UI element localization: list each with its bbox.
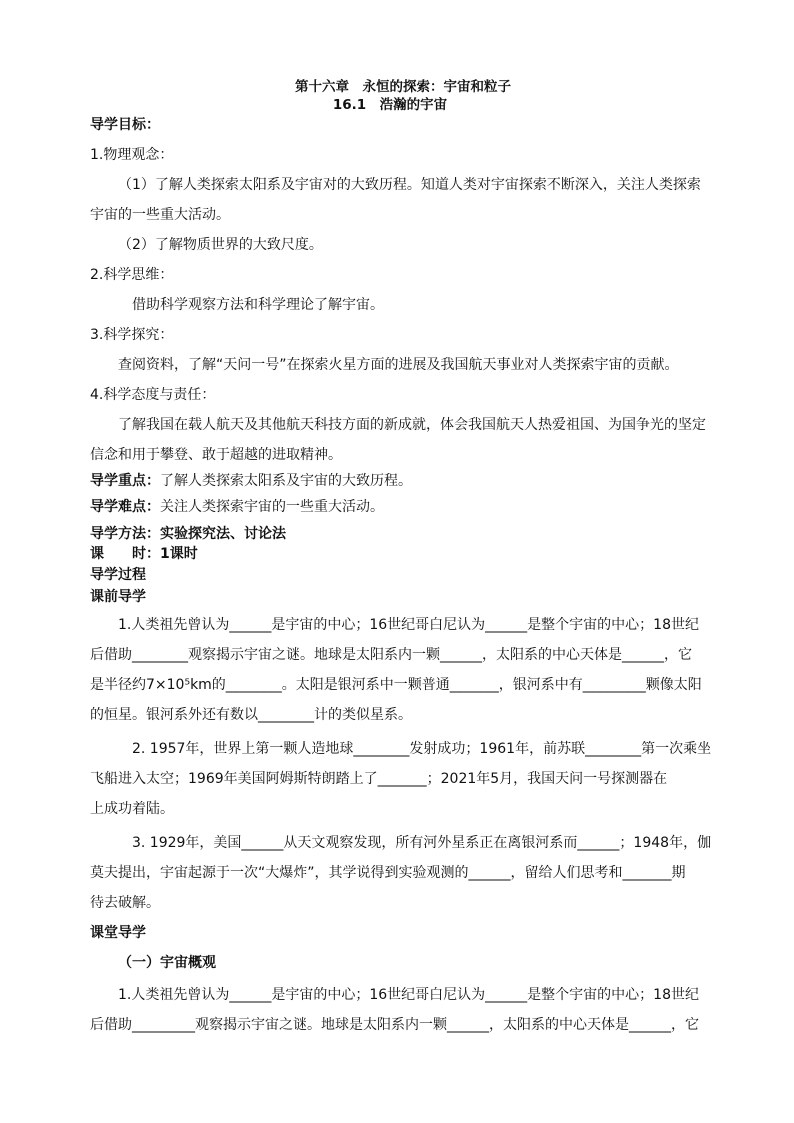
pre-question-1-line-2: 后借助________观察揭示宇宙之谜。地球是太阳系内一颗______，太阳系的中心天体是______，它 <box>90 647 692 663</box>
pre-question-3-line-1: 3. 1929年，美国______从天文观察发现，所有河外星系正在离银河系而______；1948年，伽 <box>132 835 712 851</box>
class-question-1-line-2: 后借助_________观察揭示宇宙之谜。地球是太阳系内一颗______，太阳系的中心天体是______，它 <box>90 1017 699 1033</box>
pre-question-3-line-2: 莫夫提出，宇宙起源于一次“大爆炸”，其学说得到实验观测的______，留给人们思考和_______期 <box>90 865 686 881</box>
key-point <box>90 470 704 492</box>
method-line: 导学方法：实验探究法、讨论法 <box>90 526 286 542</box>
difficult-point <box>90 496 704 518</box>
pre-question-1-line-4: 的恒星。银河系外还有数以________计的类似星系。 <box>90 707 412 723</box>
objective-3-text: 查阅资料，了解“天问一号”在探索火星方面的进展及我国航天事业对人类探索宇宙的贡献。 <box>118 357 679 373</box>
objective-4-line-1: 了解我国在载人航天及其他航天科技方面的新成就，体会我国航天人热爱祖国、为国争光的坚定 <box>118 417 706 433</box>
pre-question-1-line-1: 1.人类祖先曾认为______是宇宙的中心；16世纪哥白尼认为______是整个宇宙的中心；18世纪 <box>118 617 699 633</box>
in-class-heading: 课堂导学 <box>90 925 146 941</box>
hours-line: 课 时：1课时 <box>90 546 198 562</box>
pre-question-3-line-3: 待去破解。 <box>90 895 160 911</box>
pre-question-2-line-3: 上成功着陆。 <box>90 801 174 817</box>
class-question-1-line-1: 1.人类祖先曾认为______是宇宙的中心；16世纪哥白尼认为______是整个宇宙的中心；18世纪 <box>118 987 699 1003</box>
chapter-title: 第十六章 永恒的探索：宇宙和粒子 <box>295 79 511 95</box>
key-point-label: 导学重点： <box>90 473 160 489</box>
objective-1-item-1-line-1: （1）了解人类探索太阳系及宇宙对的大致历程。知道人类对宇宙探索不断深入，关注人类探索 <box>118 177 701 193</box>
objective-4-line-2: 信念和用于攀登、敢于超越的进取精神。 <box>90 447 342 463</box>
pre-question-2-line-2: 飞船进入太空；1969年美国阿姆斯特朗踏上了_______；2021年5月，我国天问一号探测器在 <box>90 771 668 787</box>
objective-2-text: 借助科学观察方法和科学理论了解宇宙。 <box>132 297 384 313</box>
objective-4-heading: 4.科学态度与责任： <box>90 387 216 403</box>
process-heading: 导学过程 <box>90 567 146 583</box>
in-class-subheading-1: （一）宇宙概观 <box>118 955 216 971</box>
pre-question-1-line-3: 是半径约7×10⁵km的________。太阳是银河系中一颗普通_______，银河系中有_________颗像太阳 <box>90 677 702 693</box>
pre-question-2-line-1: 2. 1957年，世界上第一颗人造地球________发射成功；1961年，前苏联________第一次乘坐 <box>132 741 712 757</box>
objectives-heading: 导学目标： <box>90 117 160 133</box>
objective-3-heading: 3.科学探究： <box>90 327 174 343</box>
section-title: 16.1 浩瀚的宇宙 <box>332 97 448 113</box>
difficult-point-label: 导学难点： <box>90 499 160 515</box>
objective-1-item-2: （2）了解物质世界的大致尺度。 <box>118 237 323 253</box>
key-point-text: 了解人类探索太阳系及宇宙的大致历程。 <box>160 473 412 489</box>
objective-2-heading: 2.科学思维： <box>90 267 174 283</box>
objective-1-heading: 1.物理观念： <box>90 147 174 163</box>
difficult-point-text: 关注人类探索宇宙的一些重大活动。 <box>160 499 384 515</box>
pre-class-heading: 课前导学 <box>90 589 146 605</box>
objective-1-item-1-line-2: 宇宙的一些重大活动。 <box>90 207 230 223</box>
